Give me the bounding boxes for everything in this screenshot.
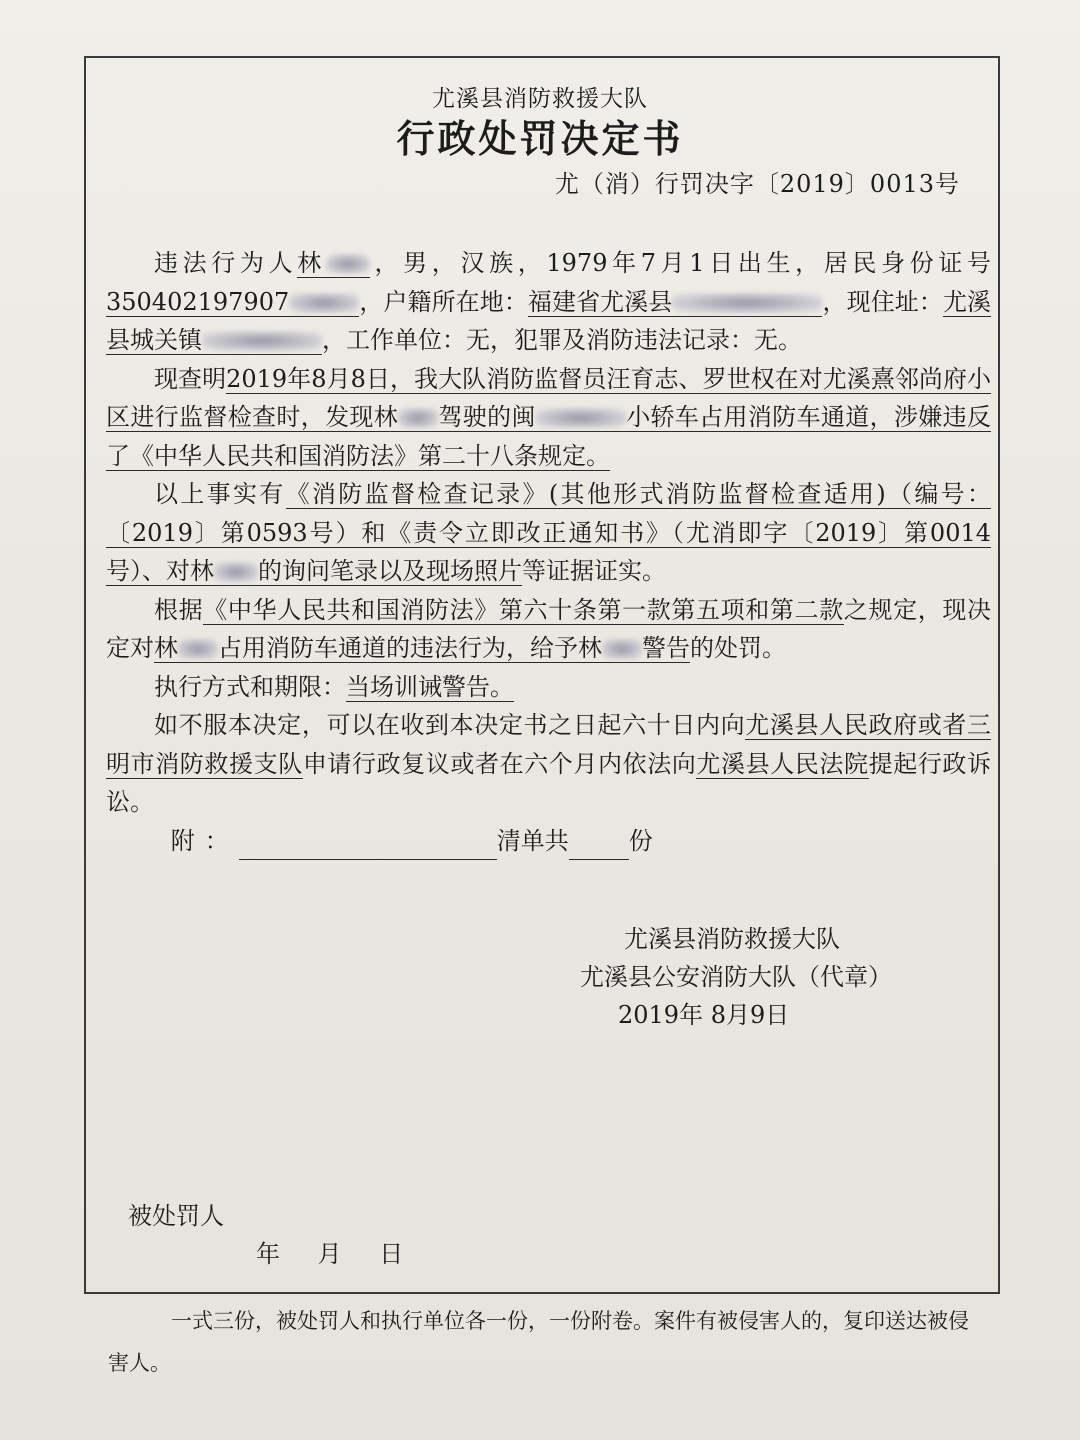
attachment-label: 附： — [170, 826, 239, 855]
signature-org-1: 尤溪县消防救援大队 — [624, 925, 840, 953]
redaction-blur — [289, 293, 359, 313]
signature-org-2: 尤溪县公安消防大队（代章） — [580, 963, 892, 991]
signature-date: 2019年 8月9日 — [618, 1001, 790, 1029]
offender-id-number: 350402197907 — [106, 288, 359, 317]
penalized-person-label: 被处罚人 — [128, 1202, 224, 1230]
legal-basis-text: 《中华人民共和国消防法》第六十条第一款第五项和第二款 — [203, 595, 844, 624]
paragraph-legal-basis: 根据《中华人民共和国消防法》第六十条第一款第五项和第二款之规定，现决定对林 占用消防车通道的违法行为，给予林 警告的处罚。 — [106, 595, 992, 662]
redaction-blur — [326, 254, 370, 274]
redaction-blur — [398, 408, 438, 428]
footnote: 一式三份，被处罚人和执行单位各一份，一份附卷。案件有被侵害人的，复印送达被侵害人。 — [108, 1309, 969, 1375]
offender-name: 林 — [297, 249, 370, 278]
document-number: 尤（消）行罚决字〔2019〕0013号 — [554, 170, 960, 198]
review-authority: 尤溪县人民政府或者三明市消防救援支队 — [106, 711, 992, 778]
paragraph-appeal: 如不服本决定，可以在收到本决定书之日起六十日内向尤溪县人民政府或者三明市消防救援支队申请行政复议或者在六个月内依法向尤溪县人民法院提起行政诉讼。 — [106, 711, 992, 816]
paragraph-attachment — [106, 822, 991, 861]
paragraph-facts: 现查明2019年8月8日，我大队消防监督员汪育志、罗世权在对尤溪熹邻尚府小区进行监督检查时，发现林 驾驶的闽 小轿车占用消防车通道，涉嫌违反了《中华人民共和国消防法》第二十八条规定。 — [106, 364, 991, 470]
redaction-blur — [536, 408, 626, 428]
attachment-blank — [239, 829, 497, 860]
paragraph-offender: 违法行为人林 ，男，汉族，1979年7月1日出生，居民身份证号350402197907 ，户籍所在地：福建省尤溪县 ，现住址：尤溪县城关镇 ，工作单位：无，犯罪及消防违法记录：无。 — [106, 249, 992, 354]
redaction-blur — [214, 562, 258, 582]
redaction-blur — [202, 331, 322, 351]
redaction-blur — [178, 639, 218, 659]
document-body — [106, 244, 991, 860]
issuing-organization: 尤溪县消防救援大队 — [432, 86, 648, 112]
penalized-sign-date: 年 月 日 — [256, 1240, 404, 1268]
document-title: 行政处罚决定书 — [396, 116, 684, 161]
execution-method: 当场训诫警告。 — [346, 672, 514, 701]
current-address: 尤溪县城关镇 — [106, 287, 992, 354]
decision-text: 林 占用消防车通道的违法行为，给予林 警告 — [154, 634, 690, 662]
evidence-text: 《消防监督检查记录》(其他形式消防监督检查适用)（编号：〔2019〕第0593号）和《责令立即改正通知书》（尤消即字〔2019〕第0014号）、对林 的询问笔录以及现场照片 — [106, 480, 991, 585]
facts-text: 2019年8月8日，我大队消防监督员汪育志、罗世权在对尤溪熹邻尚府小区进行监督检查时，发现林 驾驶的闽 小轿车占用消防车通道，涉嫌违反了《中华人民共和国消防法》第二十八条规定。 — [106, 364, 991, 470]
court-name: 尤溪县人民法院 — [696, 749, 869, 778]
signature-block — [570, 920, 892, 1034]
list-count-unit: 份 — [628, 826, 653, 855]
household-address: 福建省尤溪县 — [528, 288, 823, 317]
paragraph-evidence: 以上事实有《消防监督检查记录》(其他形式消防监督检查适用)（编号：〔2019〕第0593号）和《责令立即改正通知书》（尤消即字〔2019〕第0014号）、对林 的询问笔录以及现场照片等证据证实。 — [106, 480, 991, 585]
redaction-blur — [672, 293, 822, 313]
redaction-blur — [602, 639, 642, 659]
list-count-label: 清单共 — [496, 826, 569, 855]
paragraph-execution: 执行方式和期限：当场训诫警告。 — [154, 672, 514, 701]
list-count-blank — [569, 829, 629, 860]
